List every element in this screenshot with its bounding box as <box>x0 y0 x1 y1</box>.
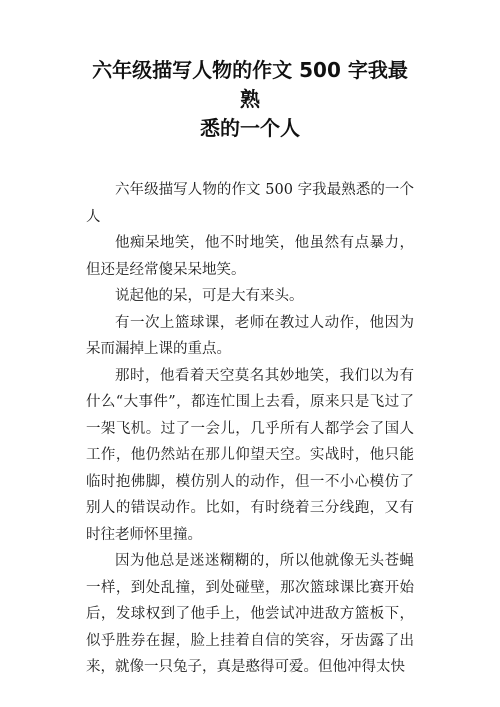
title-line-1: 六年级描写人物的作文 500 字我最熟 <box>92 58 408 111</box>
paragraph-5: 那时，他看着天空莫名其妙地笑，我们以为有什么“大事件”，都连忙围上去看，原来只是飞过了一架飞机。过了一会儿，几乎所有人都学会了国人工作，他仍然站在那儿仰望天空。实战时，他只能临时抱佛脚，模仿别人的动作，但一不小心模仿了别人的错误动作。比如，有时绕着三分线跑，又有时往老师怀里撞。 <box>86 367 414 543</box>
paragraph-3: 说起他的呆，可是大有来头。 <box>115 288 304 304</box>
paragraph-1: 六年级描写人物的作文 500 字我最熟悉的一个人 <box>86 182 414 225</box>
title-line-2: 悉的一个人 <box>200 116 300 140</box>
paragraph-4: 有一次上篮球课，老师在教过人动作，他因为呆而漏掉上课的重点。 <box>86 314 414 357</box>
document-body <box>86 177 414 681</box>
paragraph-6: 因为他总是迷迷糊糊的，所以他就像无头苍蝇一样，到处乱撞，到处碰壁，那次篮球课比赛开始后，发球权到了他手上，他尝试冲进敌方篮板下，似乎胜券在握，脸上挂着自信的笑容，牙齿露了出来，就像一只兔子，真是憨得可爱。但他冲得太快 <box>86 553 414 675</box>
document-title <box>86 56 414 143</box>
paragraph-2: 他痴呆地笑，他不时地笑，他虽然有点暴力，但还是经常傻呆呆地笑。 <box>86 235 414 278</box>
